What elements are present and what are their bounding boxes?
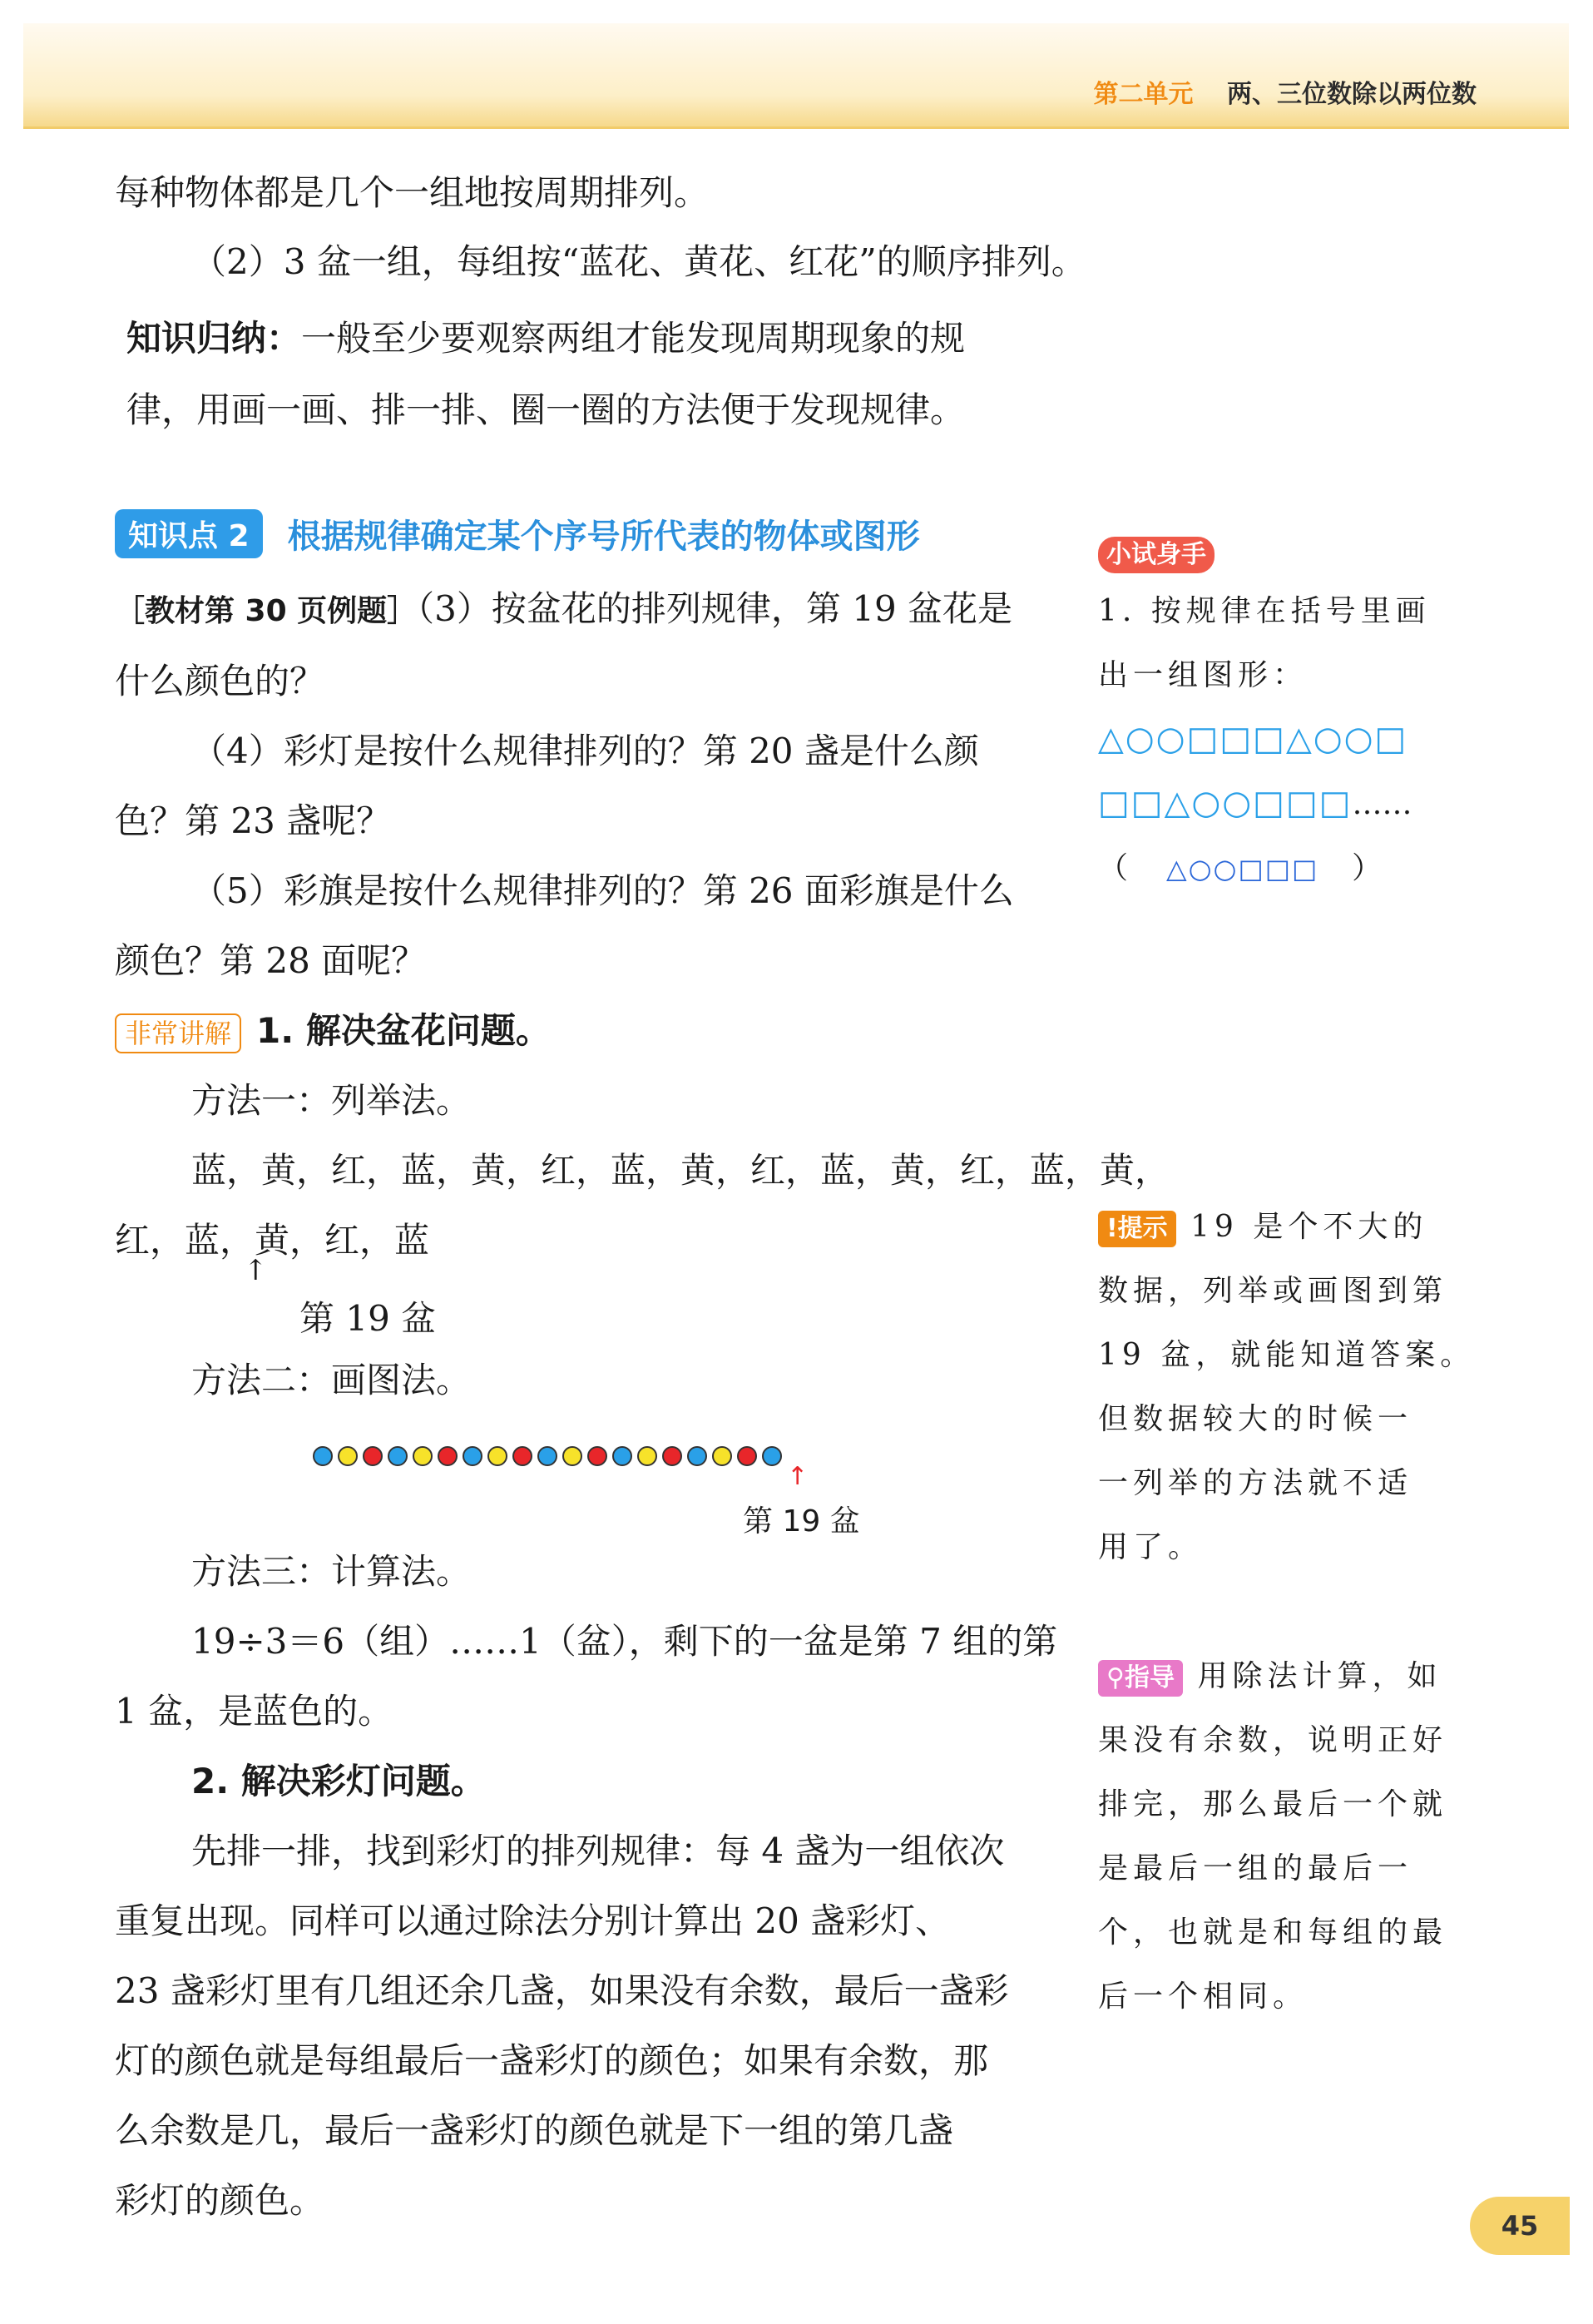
question-5: （5）彩旗是按什么规律排列的？第 26 面彩旗是什么 xyxy=(191,870,1014,911)
explanation-tag: 非常讲解 xyxy=(115,1013,241,1053)
flower-pot-dot-red xyxy=(662,1446,682,1466)
tip-text: 数据，列举或画图到第 xyxy=(1098,1274,1448,1308)
paragraph-line: 23 盏彩灯里有几组还余几盏，如果没有余数，最后一盏彩 xyxy=(115,1970,1009,2011)
paragraph-line: 灯的颜色就是每组最后一盏彩灯的颜色；如果有余数，那 xyxy=(115,2040,989,2081)
guide-text: 用除法计算，如 xyxy=(1197,1659,1442,1693)
guide-text: 排完，那么最后一个就 xyxy=(1098,1787,1448,1821)
section-heading-2: 2. 解决彩灯问题。 xyxy=(191,1761,486,1801)
try-it-question xyxy=(1098,579,1447,901)
flower-pot-dot-blue xyxy=(612,1446,632,1466)
question-3: （3）按盆花的排列规律，第 19 盆花是 xyxy=(417,588,1013,629)
guide-text: 果没有余数，说明正好 xyxy=(1098,1723,1448,1757)
flower-pot-dot-yellow xyxy=(413,1446,433,1466)
flower-pot-dot-blue xyxy=(687,1446,707,1466)
intro-line: 每种物体都是几个一组地按周期排列。 xyxy=(115,172,710,213)
calculation-line: 19÷3＝6（组）……1（盆），剩下的一盆是第 7 组的第 xyxy=(191,1621,1058,1662)
flower-pot-dot-blue xyxy=(762,1446,782,1466)
red-up-arrow-icon: ↑ xyxy=(787,1462,809,1491)
paragraph-line: 么余数是几，最后一盏彩灯的颜色就是下一组的第几盏 xyxy=(115,2110,954,2151)
paren-open: （ xyxy=(1098,851,1134,885)
tip-text: 19 盆，就能知道答案。 xyxy=(1098,1338,1476,1372)
summary-text: 律，用画一画、排一排、圈一圈的方法便于发现规律。 xyxy=(126,389,966,430)
summary-label: 知识归纳： xyxy=(126,318,302,359)
sequence-line: 蓝，黄，红，蓝，黄，红，蓝，黄，红，蓝，黄，红，蓝，黄， xyxy=(191,1150,1170,1191)
guide-text: 后一个相同。 xyxy=(1098,1980,1309,2014)
guide-badge xyxy=(1098,1660,1183,1697)
flower-pot-dot-red xyxy=(737,1446,757,1466)
guide-icon: ⚲ xyxy=(1106,1663,1125,1692)
flower-pot-dot-yellow xyxy=(487,1446,507,1466)
flower-pot-dot-red xyxy=(512,1446,532,1466)
up-arrow-icon: ↑ xyxy=(244,1254,268,1287)
question-5-cont: 颜色？第 28 面呢？ xyxy=(115,940,427,981)
method-1: 方法一：列举法。 xyxy=(191,1080,472,1121)
calculation-line: 1 盆，是蓝色的。 xyxy=(115,1691,393,1732)
knowledge-summary xyxy=(115,303,1055,446)
flower-pot-dot-red xyxy=(587,1446,607,1466)
page-number: 45 xyxy=(1470,2197,1570,2255)
tip-text: 19 是个不大的 xyxy=(1190,1210,1428,1244)
paragraph-line: 先排一排，找到彩灯的排列规律：每 4 盏为一组依次 xyxy=(191,1831,1005,1871)
question-4-cont: 色？第 23 盏呢？ xyxy=(115,800,392,841)
try-it-panel xyxy=(1098,521,1447,585)
tip-text: 一列举的方法就不适 xyxy=(1098,1466,1413,1500)
flower-pot-dot-yellow xyxy=(562,1446,582,1466)
flower-pot-dot-yellow xyxy=(338,1446,358,1466)
ellipsis: …… xyxy=(1352,787,1412,821)
flower-pot-dot-yellow xyxy=(637,1446,657,1466)
flower-pot-dot-blue xyxy=(388,1446,408,1466)
unit-label: 第二单元 xyxy=(1093,80,1194,109)
guide-text: 是最后一组的最后一 xyxy=(1098,1851,1413,1885)
example-source: ［教材第 30 页例题］ xyxy=(115,594,418,628)
guide-badge-label: 指导 xyxy=(1124,1663,1175,1692)
tip-badge: !提示 xyxy=(1098,1211,1176,1247)
paragraph-line: 彩灯的颜色。 xyxy=(115,2180,325,2221)
answer-shapes: △○○□□□ xyxy=(1166,853,1319,885)
side-question-line: 出一组图形： xyxy=(1098,658,1309,692)
question-3-cont: 什么颜色的？ xyxy=(115,661,325,701)
topic-label: 两、三位数除以两位数 xyxy=(1227,80,1477,109)
dots-19th-label: 第 19 盆 xyxy=(743,1504,860,1539)
flower-pot-dot-blue xyxy=(313,1446,333,1466)
side-question-line: 1. 按规律在括号里画 xyxy=(1098,594,1431,628)
dots-spacer xyxy=(115,1415,1063,1537)
tip-text: 用了。 xyxy=(1098,1530,1204,1564)
flower-pot-dot-red xyxy=(438,1446,458,1466)
intro-line: （2）3 盆一组，每组按“蓝花、黄花、红花”的顺序排列。 xyxy=(191,241,1086,282)
flower-pot-dot-blue xyxy=(463,1446,482,1466)
flower-pot-dot-red xyxy=(363,1446,383,1466)
tip-text: 但数据较大的时候一 xyxy=(1098,1402,1413,1436)
tip-panel xyxy=(1098,1195,1476,1579)
question-4: （4）彩灯是按什么规律排列的？第 20 盏是什么颜 xyxy=(191,731,979,771)
guide-text: 个，也就是和每组的最 xyxy=(1098,1915,1448,1950)
section-heading-1: 1. 解决盆花问题。 xyxy=(256,1010,551,1051)
paren-close: ） xyxy=(1352,851,1388,885)
shape-sequence: □□△○○□□□ xyxy=(1098,784,1353,822)
knowledge-point-badge: 知识点 2 xyxy=(115,509,263,558)
sequence-line: 红，蓝，黄，红，蓝 xyxy=(115,1220,430,1261)
flower-pot-dots xyxy=(313,1446,782,1466)
arrow-label-row xyxy=(115,1254,1063,1345)
method-3: 方法三：计算法。 xyxy=(191,1551,472,1592)
guide-panel xyxy=(1098,1644,1447,2029)
flower-pot-dot-yellow xyxy=(712,1446,732,1466)
summary-text: 一般至少要观察两组才能发现周期现象的规 xyxy=(301,318,966,359)
intro-section xyxy=(115,158,1086,446)
try-it-badge: 小试身手 xyxy=(1098,537,1215,573)
method-2: 方法二：画图法。 xyxy=(191,1360,472,1400)
running-header xyxy=(1094,73,1477,110)
knowledge-point-heading xyxy=(115,509,920,558)
knowledge-point-title: 根据规律确定某个序号所代表的物体或图形 xyxy=(287,518,920,556)
shape-sequence: △○○□□□△○○□ xyxy=(1098,720,1408,758)
paragraph-line: 重复出现。同样可以通过除法分别计算出 20 盏彩灯、 xyxy=(115,1900,951,1941)
flower-pot-dot-blue xyxy=(537,1446,557,1466)
label-19th-pot: 第 19 盆 xyxy=(299,1298,437,1339)
